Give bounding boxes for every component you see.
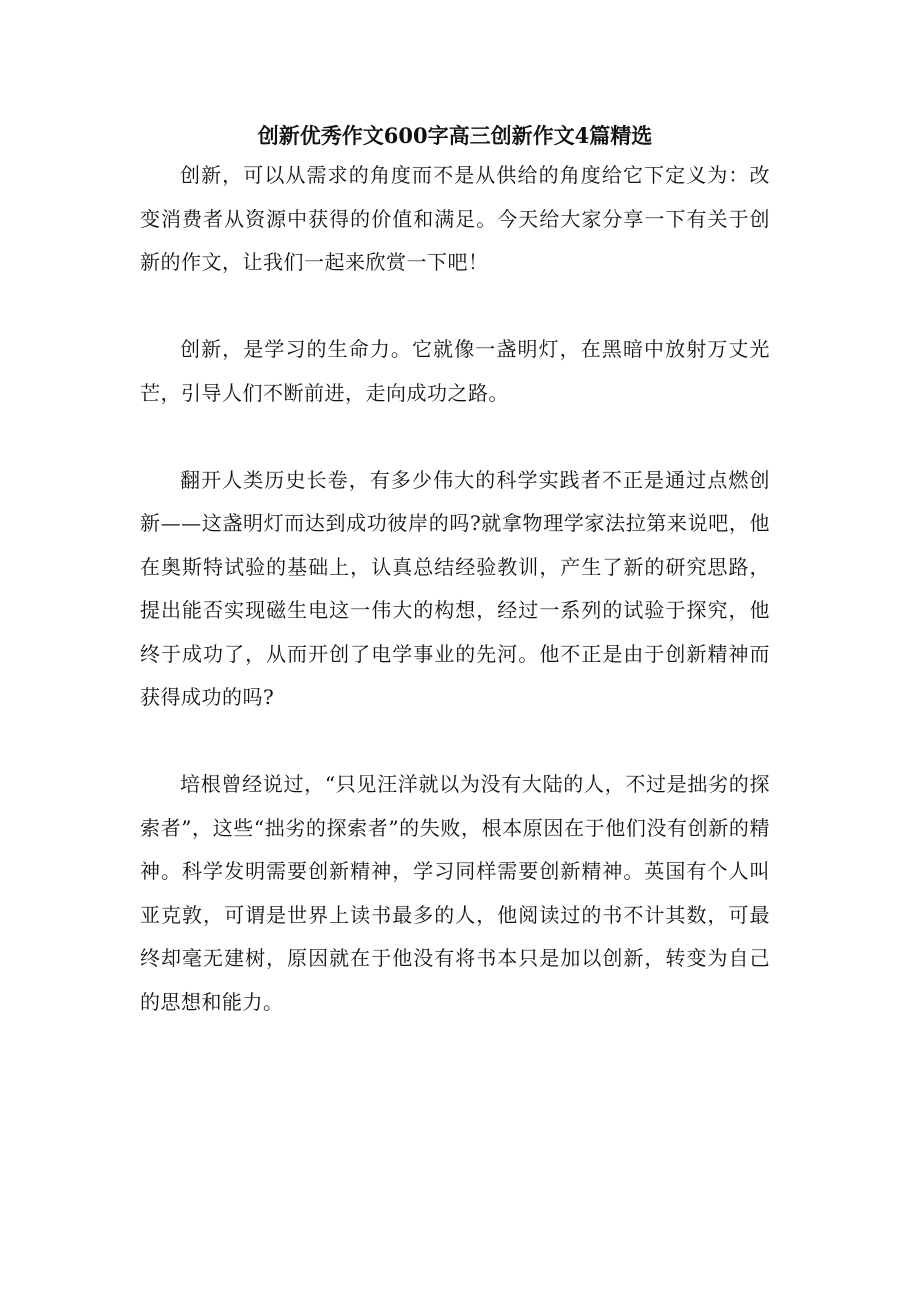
paragraph-bacon: 培根曾经说过，“只见汪洋就以为没有大陆的人，不过是拙劣的探索者”，这些“拙劣的探索者”的失败，根本原因在于他们没有创新的精神。科学发明需要创新精神，学习同样需要创新精神。英国有个人叫亚克敦，可谓是世界上读书最多的人，他阅读过的书不计其数，可最终却毫无建树，原因就在于他没有将书本只是加以创新，转变为自己的思想和能力。 [140, 772, 770, 1014]
document-page [140, 118, 770, 1024]
paragraph-spacer [140, 720, 770, 764]
paragraph-spacer [140, 285, 770, 329]
paragraph-intro: 创新，可以从需求的角度而不是从供给的角度给它下定义为：改变消费者从资源中获得的价值和满足。今天给大家分享一下有关于创新的作文，让我们一起来欣赏一下吧！ [140, 163, 770, 274]
document-title: 创新优秀作文600字高三创新作文4篇精选 [257, 123, 653, 148]
paragraph-spacer [140, 415, 770, 459]
paragraph-faraday: 翻开人类历史长卷，有多少伟大的科学实践者不正是通过点燃创新——这盏明灯而达到成功彼岸的吗?就拿物理学家法拉第来说吧，他在奥斯特试验的基础上，认真总结经验教训，产生了新的研究思路，提出能否实现磁生电这一伟大的构想，经过一系列的试验于探究，他终于成功了，从而开创了电学事业的先河。他不正是由于创新精神而获得成功的吗? [140, 467, 770, 709]
paragraph-lifeforce: 创新，是学习的生命力。它就像一盏明灯，在黑暗中放射万丈光芒，引导人们不断前进，走向成功之路。 [140, 337, 770, 405]
